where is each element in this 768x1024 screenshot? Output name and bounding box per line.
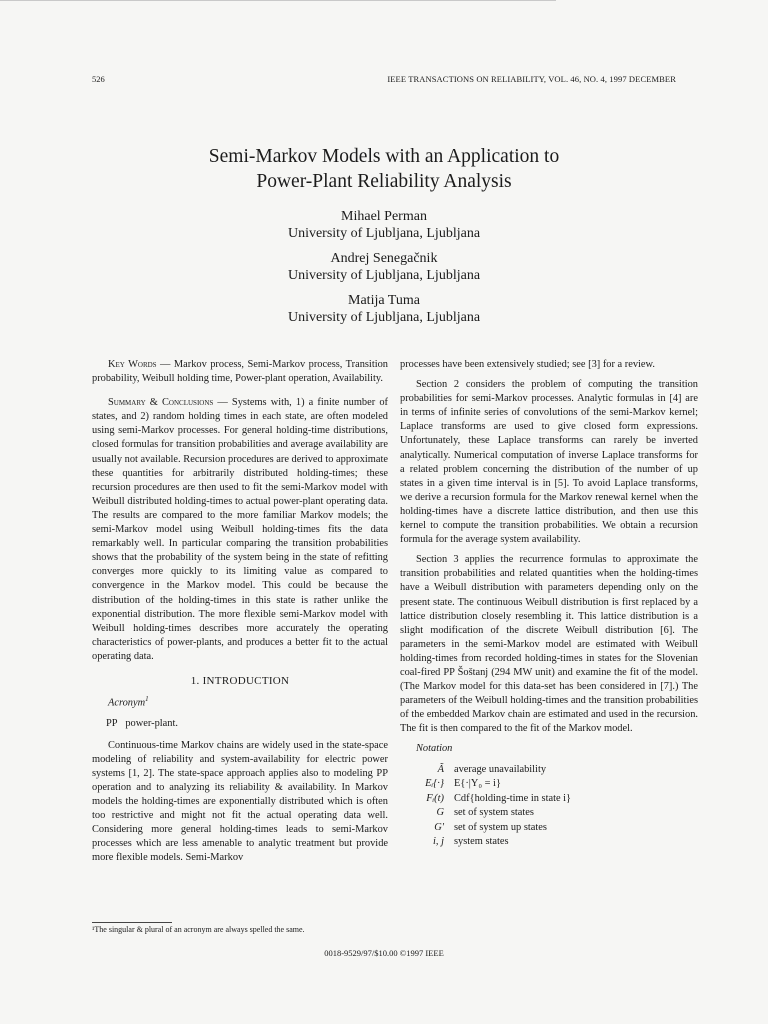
paper-title: [0, 144, 768, 194]
paragraph-continuation: processes have been extensively studied; see [3] for a review.: [400, 359, 655, 370]
summary-paragraph: [92, 396, 388, 664]
notation-row: [406, 806, 571, 821]
notation-row: [406, 763, 571, 778]
notation-definition: set of system states: [454, 807, 534, 819]
acronym-abbr: PP: [106, 717, 118, 729]
notation-symbol: G′: [434, 821, 444, 833]
notation-table: [406, 763, 571, 850]
notation-symbol: i, j: [433, 836, 444, 848]
author-block-2: [0, 250, 768, 284]
paragraph-section-2: Section 2 considers the problem of computing the transition probabilities for semi-Markov processes. Analytic formulas in [4] are in terms of infinite series of convolutions of the semi-Markov kernel; Laplace transforms are used to give closed form expressions. Unfortunately, these Laplace transforms can rarely be inverted analytically. Numerical computation of inverse Laplace transforms for a related problem concerning the distribution of the number of up states in a given time interval is in [5]. To avoid Laplace transforms, we derive a recursion formula for the Markov renewal kernel when the holding-times have a discrete lattice distribution, and then use this kernel to compute the transition probabilities. We obtain a recursion formula for the average system availability.: [400, 379, 698, 546]
intro-paragraph: Continuous-time Markov chains are widely used in the state-space modeling of reliability and system-availability for electric power systems [1, 2]. The state-space approach applies also to modeling PP operation and to analyzing its reliability & availability. In Markov models the holding-times are exponentially distributed which is often too restrictive and might not fit the actual operating data well. Considering more general holding-times leads to semi-Markov processes which are less amenable to analytic treatment but provide more flexible models. Semi-Markov: [92, 739, 388, 864]
title-line-1: Semi-Markov Models with an Application to: [208, 146, 560, 167]
notation-row: [406, 792, 571, 807]
notation-definition: E{·|Y₀ = i}: [454, 778, 501, 790]
author-affiliation: University of Ljubljana, Ljubljana: [287, 268, 481, 283]
acronym-definition: power-plant.: [125, 717, 178, 729]
copyright-line: 0018-9529/97/$10.00 ©1997 IEEE: [324, 948, 444, 958]
acronym-entry: [106, 717, 388, 731]
left-column: [92, 358, 388, 872]
page-number: 526: [92, 74, 105, 84]
author-name: Mihael Perman: [341, 209, 427, 224]
notation-symbol: Eᵢ{·}: [425, 778, 444, 790]
top-rule: [0, 0, 556, 1]
right-column: [400, 358, 698, 850]
paragraph-section-3: Section 3 applies the recurrence formulas to approximate the transition probabilities and related quantities when the holding-times have a Weibull distribution with parameters depending only on the present state. The continuous Weibull distribution is first replaced by a lattice distribution closely resembling it. This lattice distribution is a slight modification of the discrete Weibull distribution [6]. The parameters in the semi-Markov model are estimated with Weibull holding-times from recorded holding-times in states for the Slovenian coal-fired PP Šoštanj (294 MW unit) and examine the fit of the model. (The Markov model for this data-set has been considered in [7].) The parameters of the Weibull holding-times and the transition probabilities of the embedded Markov chain are estimated and used in the recursion. The fit is then compared to the fit of the Markov model.: [400, 554, 698, 735]
footnote: ¹The singular & plural of an acronym are always spelled the same.: [92, 925, 305, 934]
summary-label: Summary & Conclusions: [108, 397, 214, 409]
author-block-3: [0, 292, 768, 326]
author-affiliation: University of Ljubljana, Ljubljana: [287, 310, 481, 325]
keywords-label: Key Words: [108, 359, 157, 370]
notation-row: [406, 821, 571, 836]
author-block-1: [0, 208, 768, 242]
notation-definition: Cdf{holding-time in state i}: [454, 792, 572, 804]
notation-heading: Notation: [416, 743, 453, 755]
notation-row: [406, 835, 571, 850]
journal-header: IEEE TRANSACTIONS ON RELIABILITY, VOL. 46, NO. 4, 1997 DECEMBER: [387, 74, 676, 84]
footnote-rule: [92, 922, 172, 923]
keywords-text: — Markov process, Semi-Markov process, Transition probability, Weibull holding time, Power-plant operation, Availability.: [92, 359, 388, 385]
author-name: Andrej Senegačnik: [330, 251, 438, 266]
notation-row: [406, 777, 571, 792]
notation-definition: set of system up states: [454, 821, 547, 833]
section-heading-introduction: 1. INTRODUCTION: [190, 674, 290, 687]
keywords-paragraph: [92, 358, 388, 386]
notation-definition: system states: [454, 836, 509, 848]
acronym-heading: Acronym$^1$: [108, 695, 149, 709]
summary-text: — Systems with, 1) a finite number of states, and 2) random holding times in each state, are often modeled using semi-Markov processes. For general holding-time distributions, closed formulas for transition probabilities and average availability are usually not available. Recursion procedures are derived to approximate these quantities for arbitrarily distributed holding-times; these recursion procedures are then used to fit the semi-Markov model with Weibull distributed holding-times to actual power-plant operating data. The results are compared to the more familiar Markov models; the semi-Markov model using Weibull holding-times fits the data remarkably well. In particular comparing the transition probabilities shows that the probability of the system being in the state of refitting converges more quickly to its limiting value as compared to convergence in the Markov model. This could be because the distribution of the holding-times in this state is rather unlike the exponential distribution. The more flexible semi-Markov model with Weibull holding-times describes more accurately the operating characteristics of power-plants, and produces a better fit to the actual operating data.: [92, 397, 388, 662]
notation-symbol: Fᵢ(t): [426, 792, 444, 804]
notation-definition: average unavailability: [454, 763, 547, 775]
author-affiliation: University of Ljubljana, Ljubljana: [287, 226, 481, 241]
title-line-2: Power-Plant Reliability Analysis: [256, 171, 512, 192]
notation-symbol: Ã: [437, 763, 444, 775]
author-name: Matija Tuma: [348, 293, 420, 308]
notation-symbol: G: [436, 807, 444, 819]
